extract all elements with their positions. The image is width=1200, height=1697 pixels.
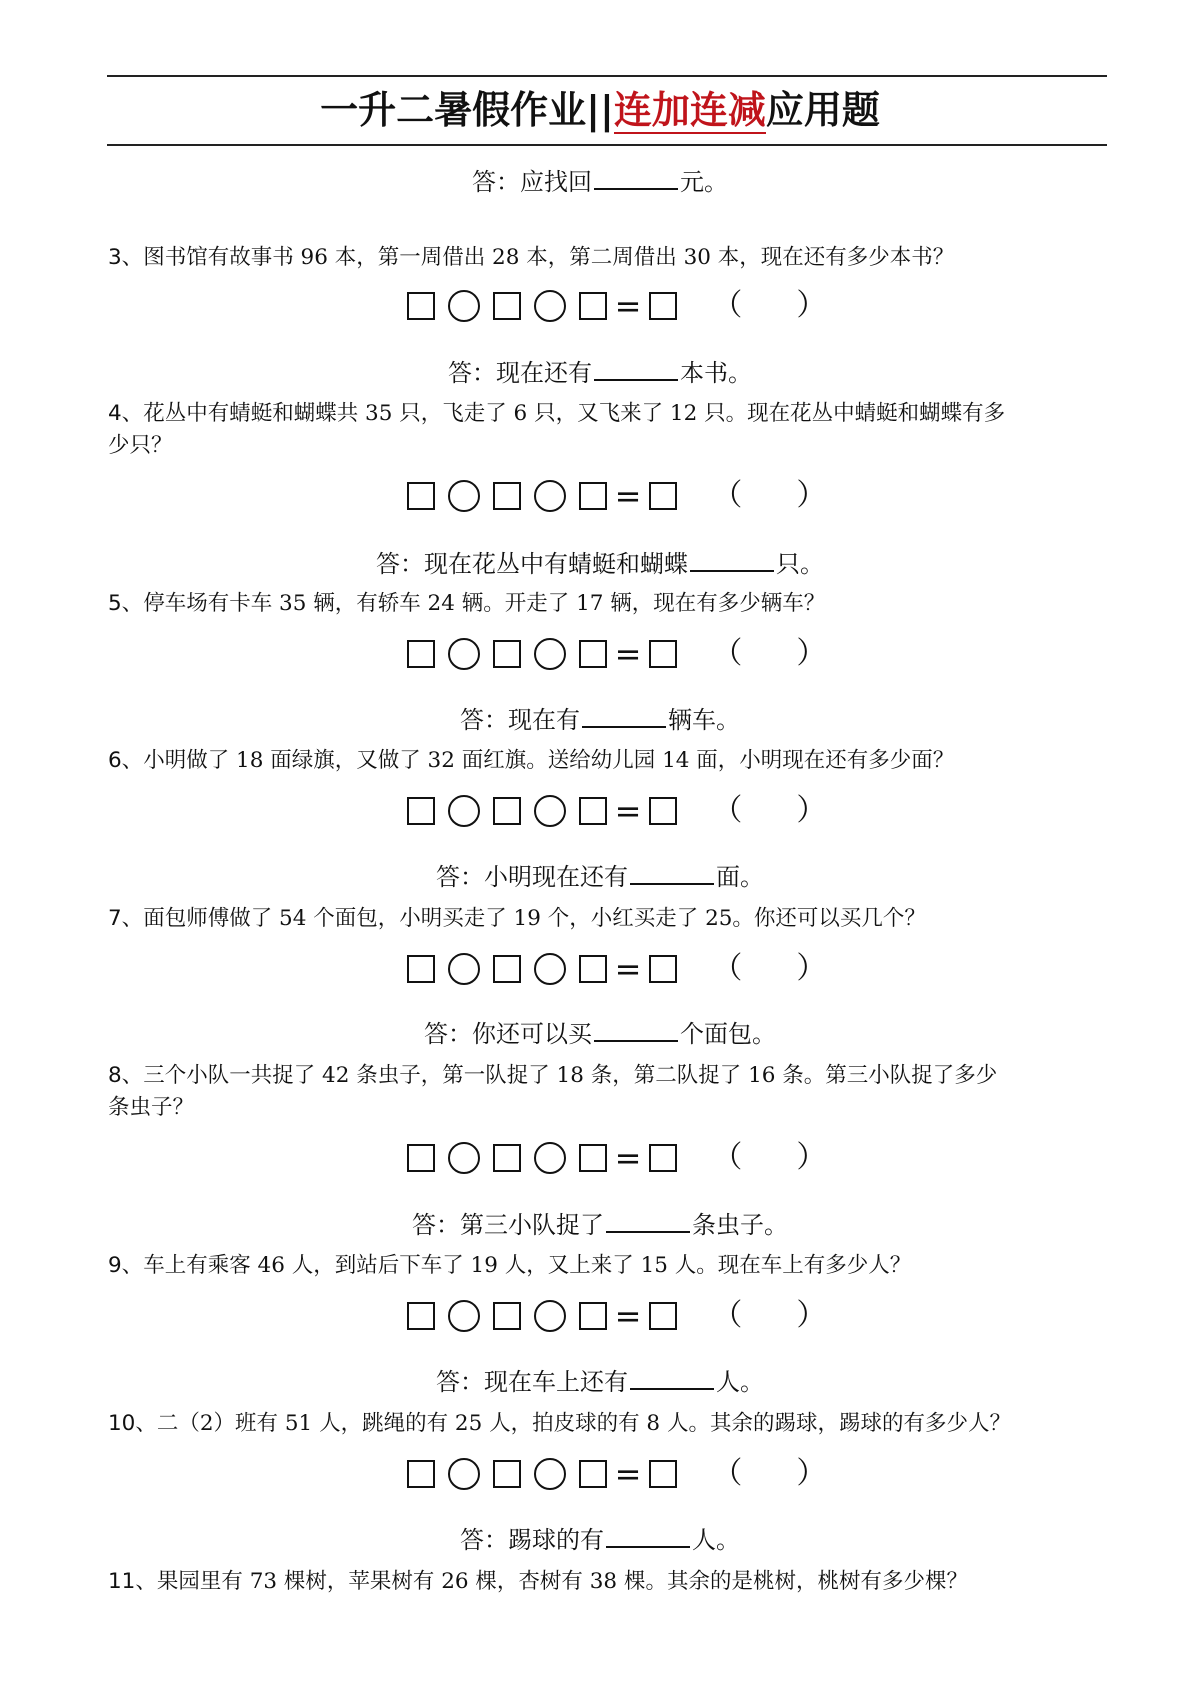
answer-suffix: 只。	[776, 550, 824, 578]
unit-parentheses[interactable]: （ ）	[712, 478, 827, 513]
title-suffix: 应用题	[765, 88, 880, 132]
number-box[interactable]	[579, 482, 607, 510]
number-box[interactable]	[579, 1144, 607, 1172]
operator-circle[interactable]	[448, 480, 480, 512]
answer-line	[0, 1520, 1200, 1557]
answer-line	[0, 1014, 1200, 1051]
answer-prefix: 答：你还可以买	[424, 1020, 592, 1048]
answer-prefix: 答：应找回	[472, 168, 592, 196]
equals-sign: =	[614, 635, 642, 673]
problem-text: 二（2）班有 51 人，跳绳的有 25 人，拍皮球的有 8 人。其余的踢球，踢球的有多少人？	[156, 1411, 1011, 1436]
unit-parentheses[interactable]: （ ）	[712, 636, 827, 671]
equation-row	[0, 476, 1200, 516]
problem-number: 4、	[108, 401, 144, 426]
answer-blank[interactable]	[690, 544, 774, 572]
answer-prefix: 答：现在车上还有	[436, 1368, 628, 1396]
operator-circle[interactable]	[534, 1458, 566, 1490]
problem-number: 6、	[108, 748, 144, 773]
problem-9	[108, 1250, 1108, 1282]
header-top-rule	[107, 75, 1107, 77]
answer-prefix: 答：现在还有	[448, 359, 592, 387]
answer-line	[0, 857, 1200, 894]
operator-circle[interactable]	[534, 290, 566, 322]
number-box[interactable]	[493, 1460, 521, 1488]
number-box[interactable]	[579, 640, 607, 668]
number-box[interactable]	[493, 955, 521, 983]
equals-sign: =	[614, 1455, 642, 1493]
answer-blank[interactable]	[582, 700, 666, 728]
operator-circle[interactable]	[534, 1300, 566, 1332]
number-box[interactable]	[493, 1302, 521, 1330]
result-box[interactable]	[649, 640, 677, 668]
number-box[interactable]	[407, 1144, 435, 1172]
operator-circle[interactable]	[534, 795, 566, 827]
number-box[interactable]	[579, 797, 607, 825]
answer-line	[0, 544, 1200, 581]
problem-number: 8、	[108, 1063, 144, 1088]
number-box[interactable]	[407, 640, 435, 668]
equation-row	[0, 1454, 1200, 1494]
operator-circle[interactable]	[448, 1458, 480, 1490]
equals-sign: =	[614, 1139, 642, 1177]
header-bottom-rule	[107, 144, 1107, 146]
problem-8	[108, 1060, 1108, 1124]
problem-7	[108, 903, 1108, 935]
operator-circle[interactable]	[534, 953, 566, 985]
answer-line	[0, 353, 1200, 390]
equals-sign: =	[614, 1297, 642, 1335]
equation-row	[0, 1296, 1200, 1336]
equals-sign: =	[614, 477, 642, 515]
equation-row	[0, 634, 1200, 674]
number-box[interactable]	[407, 955, 435, 983]
equation-row	[0, 949, 1200, 989]
operator-circle[interactable]	[448, 953, 480, 985]
problem-text: 车上有乘客 46 人，到站后下车了 19 人，又上来了 15 人。现在车上有多少人？	[143, 1253, 912, 1278]
operator-circle[interactable]	[534, 1142, 566, 1174]
unit-parentheses[interactable]: （ ）	[712, 288, 827, 323]
number-box[interactable]	[407, 482, 435, 510]
title-main: 一升二暑假作业	[320, 88, 587, 132]
problem-text: 图书馆有故事书 96 本，第一周借出 28 本，第二周借出 30 本，现在还有多少本书？	[143, 245, 955, 270]
operator-circle[interactable]	[448, 290, 480, 322]
problem-6	[108, 745, 1108, 777]
title-highlight: 连加连减	[613, 88, 766, 132]
unit-parentheses[interactable]: （ ）	[712, 951, 827, 986]
number-box[interactable]	[407, 1302, 435, 1330]
result-box[interactable]	[649, 482, 677, 510]
answer-blank[interactable]	[606, 1520, 690, 1548]
problem-text: 果园里有 73 棵树，苹果树有 26 棵，杏树有 38 棵。其余的是桃树，桃树有多少棵？	[156, 1569, 968, 1594]
operator-circle[interactable]	[534, 480, 566, 512]
answer-prefix: 答：第三小队捉了	[412, 1211, 604, 1239]
problem-text: 停车场有卡车 35 辆，有轿车 24 辆。开走了 17 辆，现在有多少辆车？	[143, 591, 826, 616]
problem-11	[108, 1566, 1108, 1598]
answer-suffix: 条虫子。	[692, 1211, 788, 1239]
number-box[interactable]	[579, 1302, 607, 1330]
problem-number: 11、	[108, 1569, 157, 1594]
problem-4	[108, 398, 1108, 462]
answer-suffix: 辆车。	[668, 706, 740, 734]
answer-suffix: 个面包。	[680, 1020, 776, 1048]
number-box[interactable]	[493, 797, 521, 825]
answer-line	[0, 700, 1200, 737]
number-box[interactable]	[493, 1144, 521, 1172]
equation-row	[0, 286, 1200, 326]
answer-prefix: 答：小明现在还有	[436, 863, 628, 891]
answer-prefix: 答：踢球的有	[460, 1526, 604, 1554]
number-box[interactable]	[493, 482, 521, 510]
problem-number: 3、	[108, 245, 144, 270]
problem-number: 9、	[108, 1253, 144, 1278]
problem-text-continued: 条虫子？	[108, 1095, 195, 1120]
page-title	[0, 82, 1200, 138]
equals-sign: =	[614, 792, 642, 830]
result-box[interactable]	[649, 797, 677, 825]
result-box[interactable]	[649, 1302, 677, 1330]
unit-parentheses[interactable]: （ ）	[712, 793, 827, 828]
result-box[interactable]	[649, 1460, 677, 1488]
problem-text: 面包师傅做了 54 个面包，小明买走了 19 个，小红买走了 25。你还可以买几个？	[143, 906, 926, 931]
number-box[interactable]	[579, 1460, 607, 1488]
operator-circle[interactable]	[448, 1300, 480, 1332]
operator-circle[interactable]	[448, 795, 480, 827]
answer-suffix: 人。	[716, 1368, 764, 1396]
problem-text: 小明做了 18 面绿旗，又做了 32 面红旗。送给幼儿园 14 面，小明现在还有多少面？	[143, 748, 955, 773]
answer-suffix: 面。	[716, 863, 764, 891]
answer-line	[0, 1362, 1200, 1399]
number-box[interactable]	[407, 1460, 435, 1488]
answer-blank[interactable]	[594, 353, 678, 381]
problem-number: 10、	[108, 1411, 157, 1436]
answer-prefix: 答：现在有	[460, 706, 580, 734]
number-box[interactable]	[579, 292, 607, 320]
answer-line	[0, 1205, 1200, 1242]
equals-sign: =	[614, 287, 642, 325]
operator-circle[interactable]	[448, 638, 480, 670]
problem-10	[108, 1408, 1108, 1440]
unit-parentheses[interactable]: （ ）	[712, 1456, 827, 1491]
problem-number: 5、	[108, 591, 144, 616]
answer-blank[interactable]	[594, 162, 678, 190]
result-box[interactable]	[649, 1144, 677, 1172]
answer-suffix: 本书。	[680, 359, 752, 387]
number-box[interactable]	[493, 292, 521, 320]
problem-text: 三个小队一共捉了 42 条虫子，第一队捉了 18 条，第二队捉了 16 条。第三小队捉了多少	[143, 1063, 998, 1088]
number-box[interactable]	[579, 955, 607, 983]
answer-blank[interactable]	[606, 1205, 690, 1233]
answer-blank[interactable]	[630, 857, 714, 885]
number-box[interactable]	[407, 292, 435, 320]
problem-5	[108, 588, 1108, 620]
problem-text-continued: 少只？	[108, 433, 173, 458]
equals-sign: =	[614, 950, 642, 988]
answer-suffix: 元。	[680, 168, 728, 196]
operator-circle[interactable]	[534, 638, 566, 670]
equation-row	[0, 1138, 1200, 1178]
answer-blank[interactable]	[630, 1362, 714, 1390]
answer-line	[0, 162, 1200, 199]
equation-row	[0, 791, 1200, 831]
result-box[interactable]	[649, 955, 677, 983]
answer-suffix: 人。	[692, 1526, 740, 1554]
answer-prefix: 答：现在花丛中有蜻蜓和蝴蝶	[376, 550, 688, 578]
result-box[interactable]	[649, 292, 677, 320]
problem-text: 花丛中有蜻蜓和蝴蝶共 35 只，飞走了 6 只，又飞来了 12 只。现在花丛中蜻蜓和蝴蝶有多	[143, 401, 1006, 426]
title-separator: ||	[586, 88, 614, 132]
answer-blank[interactable]	[594, 1014, 678, 1042]
number-box[interactable]	[407, 797, 435, 825]
problem-3	[108, 242, 1108, 274]
problem-number: 7、	[108, 906, 144, 931]
unit-parentheses[interactable]: （ ）	[712, 1140, 827, 1175]
operator-circle[interactable]	[448, 1142, 480, 1174]
unit-parentheses[interactable]: （ ）	[712, 1298, 827, 1333]
number-box[interactable]	[493, 640, 521, 668]
